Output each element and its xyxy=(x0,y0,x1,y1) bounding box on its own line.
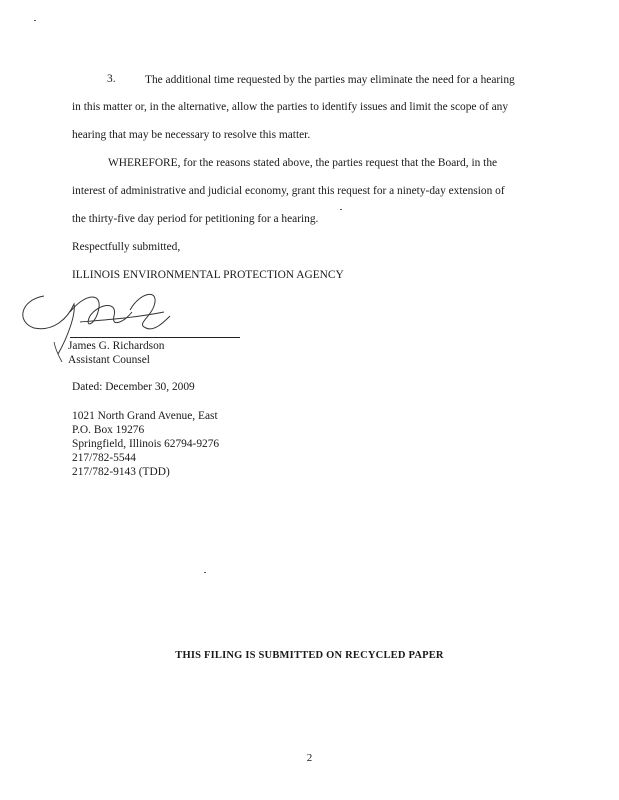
wherefore-line-3: the thirty-five day period for petitioning for a hearing. xyxy=(72,213,319,225)
address-line-2: P.O. Box 19276 xyxy=(72,424,145,436)
paragraph-3-line-1: The additional time requested by the parties may eliminate the need for a hearing xyxy=(145,74,515,86)
wherefore-line-2: interest of administrative and judicial economy, grant this request for a ninety-day extension of xyxy=(72,185,505,197)
recycled-paper-notice: THIS FILING IS SUBMITTED ON RECYCLED PAPER xyxy=(175,650,444,661)
scan-speck xyxy=(340,209,342,210)
signer-name: James G. Richardson xyxy=(68,340,165,352)
paragraph-3-line-2: in this matter or, in the alternative, allow the parties to identify issues and limit the scope of any xyxy=(72,101,509,113)
paragraph-3-line-3: hearing that may be necessary to resolve this matter. xyxy=(72,129,311,141)
scan-speck xyxy=(34,20,36,21)
signature-line xyxy=(70,337,240,338)
tdd-line: 217/782-9143 (TDD) xyxy=(72,466,170,478)
wherefore-line-1: WHEREFORE, for the reasons stated above, the parties request that the Board, in the xyxy=(108,157,498,169)
dated-line: Dated: December 30, 2009 xyxy=(72,381,195,393)
address-line-3: Springfield, Illinois 62794-9276 xyxy=(72,438,220,450)
scan-speck xyxy=(204,572,206,573)
closing-text: Respectfully submitted, xyxy=(72,241,181,253)
paragraph-number: 3. xyxy=(107,73,116,85)
address-line-1: 1021 North Grand Avenue, East xyxy=(72,410,218,422)
page-number: 2 xyxy=(306,752,313,764)
phone-line: 217/782-5544 xyxy=(72,452,136,464)
agency-name: ILLINOIS ENVIRONMENTAL PROTECTION AGENCY xyxy=(72,269,344,281)
signer-title: Assistant Counsel xyxy=(68,354,150,366)
